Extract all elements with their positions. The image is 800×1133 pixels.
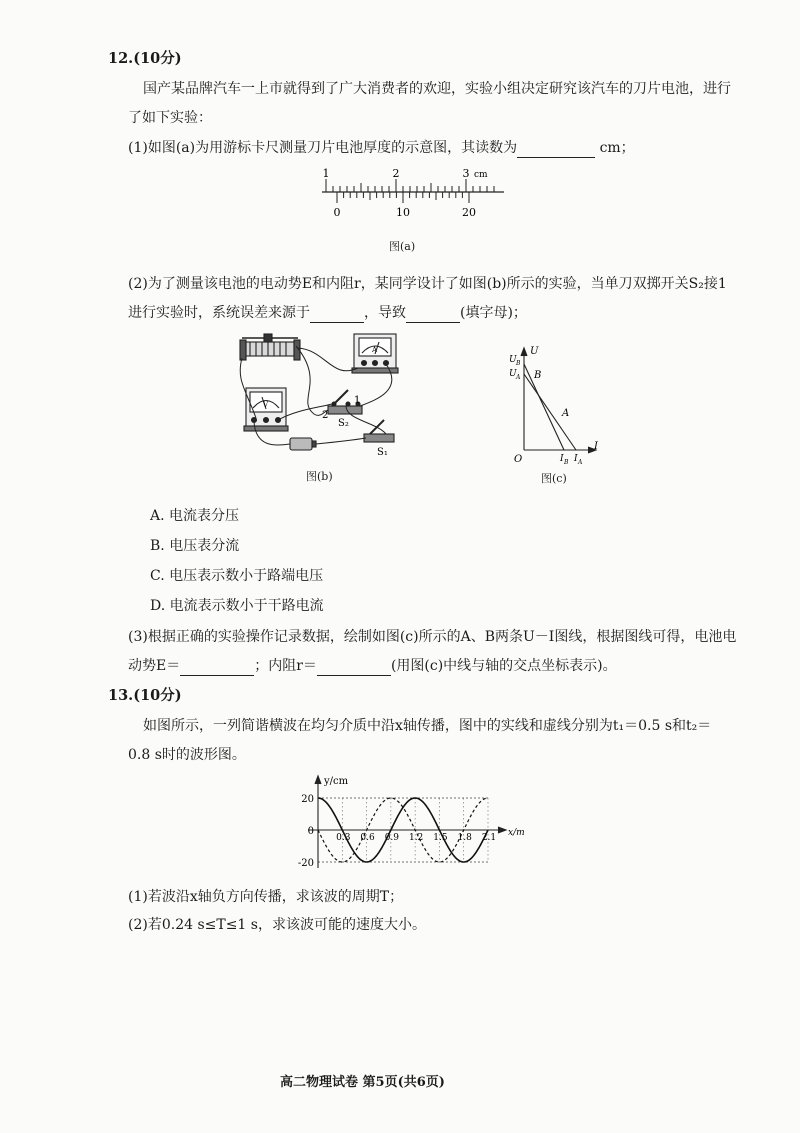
voltmeter-label: V — [263, 401, 269, 409]
main-scale-ticks — [326, 179, 494, 192]
battery — [290, 438, 316, 450]
u-axis-label: U — [530, 346, 539, 357]
line-b — [524, 364, 564, 450]
ub-label: U — [509, 355, 517, 365]
rheostat — [240, 334, 300, 360]
x-tick-label-5: 1.8 — [457, 833, 472, 843]
answer-blank-result[interactable] — [406, 307, 460, 323]
q13-intro-line2: 0.8 s时的波形图。 — [128, 747, 246, 763]
q12-part3-line1: (3)根据正确的实验操作记录数据，绘制如图(c)所示的A、B两条U－I图线，根据图线可得，电池电 — [128, 629, 737, 645]
figure-c-caption: 图(c) — [541, 472, 567, 485]
ib-label: I — [560, 454, 564, 464]
option-c[interactable]: C. 电压表示数小于路端电压 — [150, 568, 324, 584]
answer-blank-emf[interactable] — [180, 660, 254, 676]
q13-sub1: (1)若波沿x轴负方向传播，求该波的周期T； — [128, 889, 404, 905]
q12-part1-unit: cm； — [599, 140, 635, 156]
q12-part2-text-b: ，导致 — [364, 305, 406, 321]
ib-subscript: B — [564, 459, 569, 466]
s2-contact-1: 1 — [354, 395, 361, 406]
q12-part2-text-c: (填字母)； — [460, 305, 527, 321]
page-footer: 高二物理试卷 第5页(共6页) — [280, 1075, 445, 1090]
ub-subscript: B — [516, 360, 521, 367]
x-tick-label-4: 1.5 — [433, 833, 448, 843]
vernier-tick-10: 10 — [396, 206, 410, 219]
line-a-label: A — [562, 408, 570, 419]
q13-header: 13.(10分) — [108, 687, 182, 704]
i-axis-label: I — [594, 441, 598, 452]
q12-intro-line2: 了如下实验： — [128, 110, 212, 126]
q12-part1 — [128, 138, 635, 158]
ua-label: U — [509, 369, 517, 379]
figure-a-caption: 图(a) — [389, 240, 416, 253]
vernier-tick-20: 20 — [462, 206, 476, 219]
y-axis-arrow — [315, 776, 321, 784]
q12-part2-line1: (2)为了测量该电池的电动势E和内阻r，某同学设计了如图(b)所示的实验，当单刀双掷开关S₂接1 — [128, 276, 727, 292]
main-tick-2: 2 — [392, 168, 400, 180]
q13-intro-line1: 如图所示，一列简谐横波在均匀介质中沿x轴传播，图中的实线和虚线分别为t₁＝0.5 s和t₂＝ — [143, 718, 712, 734]
figure-c-ui-graph — [506, 340, 606, 470]
x-axis-label: x/m — [508, 828, 525, 838]
y-tick-label-0: 20 — [301, 794, 314, 805]
answer-blank-reading[interactable] — [517, 142, 595, 158]
option-a[interactable]: A. 电流表分压 — [150, 508, 240, 524]
figure-a-vernier-caliper — [318, 168, 508, 228]
ua-subscript: A — [516, 374, 521, 381]
x-axis-arrow — [498, 827, 506, 833]
ia-label: I — [574, 454, 578, 464]
x-tick-label-3: 1.2 — [408, 833, 424, 843]
ammeter-label: A — [372, 346, 378, 354]
s2-label: S₂ — [338, 418, 349, 429]
wave-chart — [296, 772, 536, 872]
y-tick-label-1: 0 — [307, 826, 314, 837]
x-tick-label-0: 0.3 — [336, 833, 351, 843]
x-tick-label-1: 0.6 — [360, 833, 375, 843]
main-scale-unit: cm — [474, 170, 488, 180]
u-axis-arrow — [521, 348, 527, 356]
q12-part3-text-b: ；内阻r＝ — [254, 658, 317, 674]
ia-subscript: A — [578, 459, 583, 466]
q12-part3-text-c: (用图(c)中线与轴的交点坐标表示)。 — [390, 658, 617, 674]
main-tick-1: 1 — [322, 168, 330, 180]
q12-intro-line1: 国产某品牌汽车一上市就得到了广大消费者的欢迎，实验小组决定研究该汽车的刀片电池，进行 — [143, 81, 731, 97]
vernier-tick-0: 0 — [333, 206, 341, 219]
s1-label: S₁ — [377, 447, 388, 458]
q12-part2-line2 — [128, 303, 527, 323]
answer-blank-resistance[interactable] — [317, 660, 391, 676]
main-tick-3: 3 — [462, 168, 470, 180]
line-b-label: B — [534, 370, 542, 381]
x-tick-label-2: 0.9 — [384, 833, 400, 843]
x-tick-label-6: 2.1 — [481, 833, 497, 843]
q12-part1-text: (1)如图(a)为用游标卡尺测量刀片电池厚度的示意图，其读数为 — [128, 140, 518, 156]
vernier-scale-ticks — [337, 192, 469, 203]
q12-part3-line2 — [128, 656, 617, 676]
option-b[interactable]: B. 电压表分流 — [150, 538, 240, 554]
q13-sub2: (2)若0.24 s≤T≤1 s，求该波可能的速度大小。 — [128, 917, 426, 933]
option-d[interactable]: D. 电流表示数小于干路电流 — [150, 598, 324, 614]
answer-blank-error-source[interactable] — [310, 307, 364, 323]
q12-part2-text-a: 进行实验时，系统误差来源于 — [128, 305, 310, 321]
figure-b-circuit — [236, 330, 406, 470]
figure-b-caption: 图(b) — [306, 470, 333, 483]
q12-part3-text-a: 动势E＝ — [128, 658, 181, 674]
q12-header: 12.(10分) — [108, 50, 182, 67]
y-tick-label-2: -20 — [297, 858, 314, 869]
origin-label: O — [514, 454, 523, 465]
s2-contact-2: 2 — [322, 410, 329, 421]
voltmeter — [244, 388, 288, 431]
y-axis-label: y/cm — [324, 776, 349, 787]
